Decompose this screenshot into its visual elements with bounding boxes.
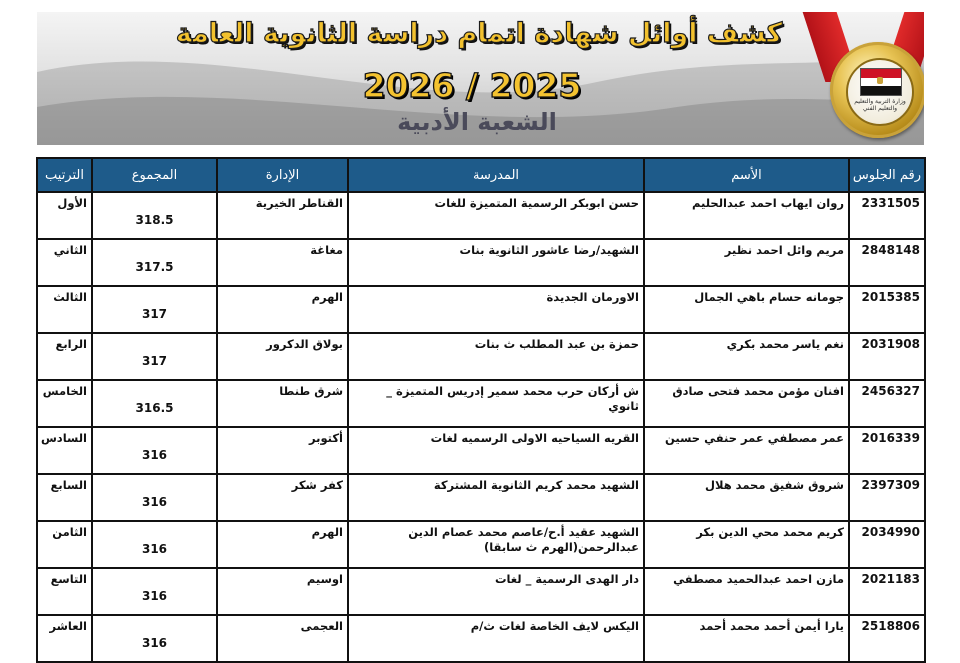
table-row (37, 568, 925, 615)
school-name: القريه السياحيه الاولى الرسميه لغات (348, 427, 644, 474)
academic-year: 2026 / 2025 (362, 66, 582, 105)
rank: الأول (37, 192, 92, 239)
seat-number: 2016339 (849, 427, 925, 474)
table-row (37, 380, 925, 427)
table-row (37, 615, 925, 662)
column-header-total: المجموع (92, 158, 217, 192)
ministry-name: وزارة التربية والتعليم والتعليم الفني (854, 98, 906, 112)
table-row (37, 333, 925, 380)
column-header-rank: الترتيب (37, 158, 92, 192)
rank: الخامس (37, 380, 92, 427)
column-header-administration: الإدارة (217, 158, 348, 192)
seat-number: 2021183 (849, 568, 925, 615)
table-header-row (37, 158, 925, 192)
student-name: يارا أيمن أحمد محمد أحمد (644, 615, 849, 662)
rank: الثامن (37, 521, 92, 568)
total-score: 316 (92, 427, 217, 474)
rank: الرابع (37, 333, 92, 380)
school-name: ش أركان حرب محمد سمير إدريس المتميزة _ ثانوي (348, 380, 644, 427)
ministry-logo (846, 58, 914, 126)
total-score: 316 (92, 568, 217, 615)
administration: كفر شكر (217, 474, 348, 521)
total-score: 317 (92, 333, 217, 380)
seat-number: 2848148 (849, 239, 925, 286)
table-row (37, 286, 925, 333)
top-students-table (36, 157, 926, 663)
seat-number: 2331505 (849, 192, 925, 239)
table-row (37, 239, 925, 286)
school-name: دار الهدى الرسمية _ لغات (348, 568, 644, 615)
total-score: 316.5 (92, 380, 217, 427)
column-header-seat: رقم الجلوس (849, 158, 925, 192)
ministry-seal-medal (830, 42, 924, 138)
total-score: 318.5 (92, 192, 217, 239)
administration: الهرم (217, 286, 348, 333)
total-score: 316 (92, 474, 217, 521)
table-row (37, 474, 925, 521)
administration: الهرم (217, 521, 348, 568)
division-subtitle: الشعبة الأدبية (397, 108, 557, 136)
administration: اوسيم (217, 568, 348, 615)
school-name: حمزة بن عبد المطلب ث بنات (348, 333, 644, 380)
school-name: الشهيد/رضا عاشور الثانوية بنات (348, 239, 644, 286)
student-name: شروق شفيق محمد هلال (644, 474, 849, 521)
rank: التاسع (37, 568, 92, 615)
administration: شرق طنطا (217, 380, 348, 427)
seat-number: 2518806 (849, 615, 925, 662)
total-score: 317.5 (92, 239, 217, 286)
administration: العجمى (217, 615, 348, 662)
table-row (37, 427, 925, 474)
seat-number: 2456327 (849, 380, 925, 427)
total-score: 316 (92, 615, 217, 662)
student-name: جومانه حسام باهي الجمال (644, 286, 849, 333)
student-name: مازن احمد عبدالحميد مصطفي (644, 568, 849, 615)
school-name: حسن ابوبكر الرسمية المتميزة للغات (348, 192, 644, 239)
table-row (37, 192, 925, 239)
rank: الثاني (37, 239, 92, 286)
rank: الثالث (37, 286, 92, 333)
student-name: افنان مؤمن محمد فتحى صادق (644, 380, 849, 427)
total-score: 317 (92, 286, 217, 333)
student-name: نغم ياسر محمد بكري (644, 333, 849, 380)
column-header-school: المدرسة (348, 158, 644, 192)
seat-number: 2031908 (849, 333, 925, 380)
table-row (37, 521, 925, 568)
school-name: الشهيد محمد كريم الثانوية المشتركة (348, 474, 644, 521)
school-name: الاورمان الجديدة (348, 286, 644, 333)
seat-number: 2034990 (849, 521, 925, 568)
administration: القناطر الخيرية (217, 192, 348, 239)
administration: بولاق الدكرور (217, 333, 348, 380)
rank: السابع (37, 474, 92, 521)
administration: مغاغة (217, 239, 348, 286)
student-name: كريم محمد محي الدين بكر (644, 521, 849, 568)
seat-number: 2015385 (849, 286, 925, 333)
top-students-table-container (36, 157, 924, 650)
total-score: 316 (92, 521, 217, 568)
rank: العاشر (37, 615, 92, 662)
seat-number: 2397309 (849, 474, 925, 521)
page-title: كشف أوائل شهادة اتمام دراسة الثانوية العامة (175, 18, 783, 49)
rank: السادس (37, 427, 92, 474)
column-header-name: الأسم (644, 158, 849, 192)
student-name: عمر مصطفي عمر حنفي حسين (644, 427, 849, 474)
school-name: اليكس لايف الخاصة لغات ث/م (348, 615, 644, 662)
student-name: مريم وائل احمد نظير (644, 239, 849, 286)
administration: أكتوبر (217, 427, 348, 474)
school-name: الشهيد عقيد أ.ح/عاصم محمد عصام الدين عبدالرحمن(الهرم ث سابقا) (348, 521, 644, 568)
header-banner (37, 12, 924, 145)
eagle-icon (877, 77, 883, 84)
student-name: روان ايهاب احمد عبدالحليم (644, 192, 849, 239)
